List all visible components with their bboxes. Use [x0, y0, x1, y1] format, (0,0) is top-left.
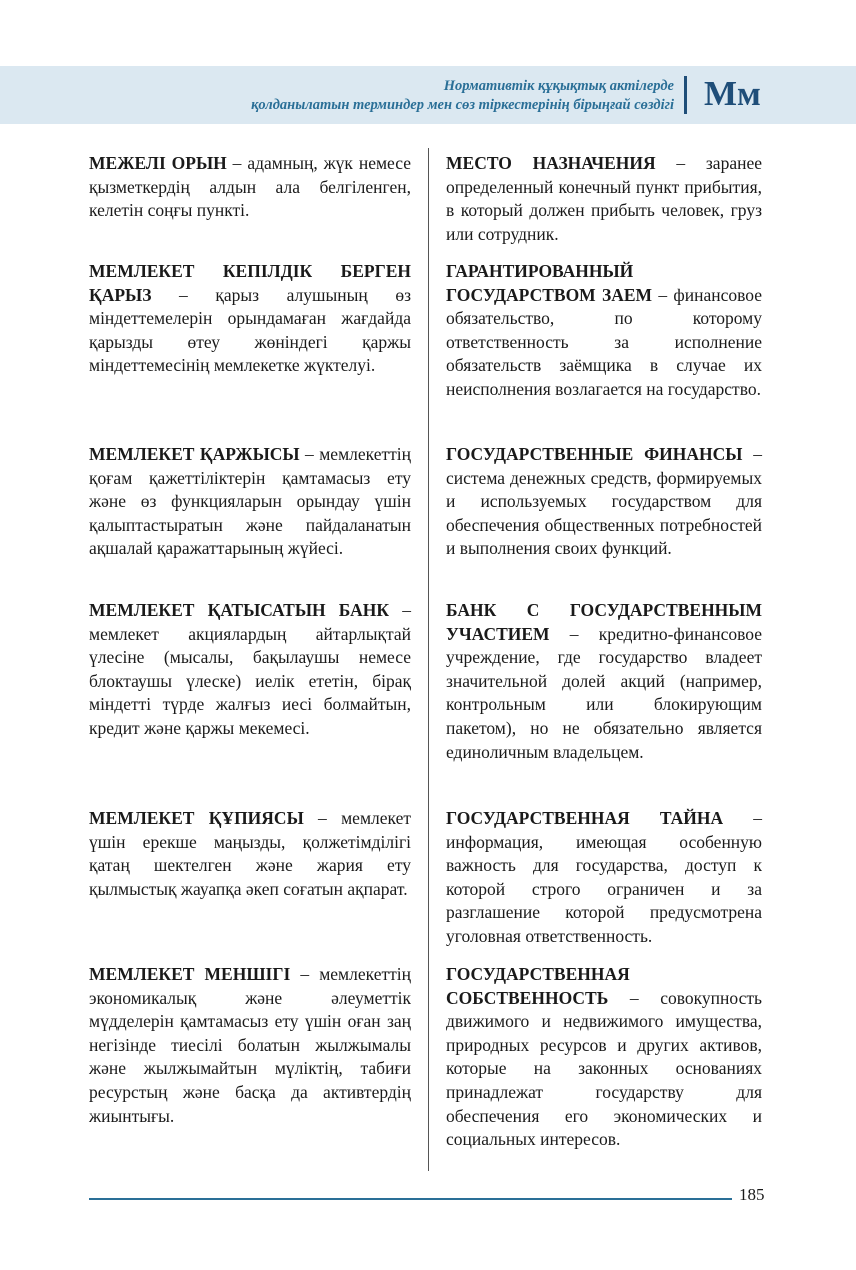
- entry-ru: [446, 599, 762, 764]
- entry-definition: – кредитно-финансовое учреждение, где государство владеет значительной долей акций (например, контрольным или блокирующим пакетом), но не обязательно является единоличным владельцем.: [446, 623, 762, 762]
- entry-definition: – мемлекеттің қоғам қажеттіліктерін қамтамасыз ету және өз функцияларын орындау үшін қалыптастыратын және пайдаланатын ақшалай қаражаттарының жүйесі.: [89, 444, 411, 559]
- entry-definition: – финансовое обязательство, по которому ответственность за исполнение обязательств заёмщика в случае их неисполнения возлагается на государство.: [446, 284, 762, 399]
- entry-ru: [446, 260, 762, 402]
- entry-kz: [89, 807, 411, 901]
- entry-ru: [446, 443, 762, 561]
- entry-term: МЕСТО НАЗНАЧЕНИЯ: [446, 153, 656, 173]
- entry-definition: – система денежных средств, формируемых и используемых государством для обеспечения общественных потребностей и выполнения своих функций.: [446, 444, 762, 559]
- entry-definition: – қарыз алушының өз міндеттемелерін орындамаған жағдайда қарызды өтеу жөніндегі қаржы міндеттемесінің мемлекетке жүктелуі.: [89, 284, 411, 376]
- entry-term: МЕЖЕЛІ ОРЫН: [89, 153, 227, 173]
- entry-definition: – совокупность движимого и недвижимого имущества, природных ресурсов и других активов, которые на законных основаниях принадлежат государству для обеспечения его экономических и социальных интересов.: [446, 987, 762, 1150]
- section-letter: Мм: [704, 74, 761, 113]
- entry-definition: – адамның, жүк немесе қызметкердің алдын ала белгіленген, келетін соңғы пункті.: [89, 153, 411, 221]
- entry-definition: – мемлекеттің экономикалық және әлеуметтік мүдделерін қамтамасыз ету үшін оған заң негізінде тиесілі болатын жылжымалы және жылжымайтын мүліктің, табиғи ресурстың және басқа да активтердің жиынтығы.: [89, 964, 411, 1126]
- entry-kz: [89, 443, 411, 561]
- entry-term: МЕМЛЕКЕТ КЕПІЛДІК БЕРГЕН ҚАРЫЗ: [89, 261, 411, 305]
- entry-term: ГАРАНТИРОВАННЫЙ ГОСУДАРСТВОМ ЗАЕМ: [446, 261, 653, 305]
- entry-definition: – мемлекет үшін ерекше маңызды, қолжетімділігі қатаң шектелген және жария ету қылмыстық жауапқа әкеп соғатын ақпарат.: [89, 808, 411, 899]
- entry-term: МЕМЛЕКЕТ ҚАРЖЫСЫ: [89, 444, 300, 464]
- page-number: 185: [739, 1185, 765, 1204]
- entry-kz: [89, 963, 411, 1128]
- entry-definition: – информация, имеющая особенную важность для государства, доступ к которой строго ограничен и за разглашение которой предусмотрена уголовная ответственность.: [446, 808, 763, 946]
- header-title-line2: қолданылатын терминдер мен сөз тіркестерінің бірыңғай сөздігі: [251, 97, 674, 113]
- entry-term: МЕМЛЕКЕТ МЕНШІГІ: [89, 964, 291, 984]
- running-header: [251, 77, 674, 115]
- entry-ru: [446, 152, 762, 246]
- entry-ru: [446, 807, 762, 949]
- entry-kz: [89, 260, 411, 378]
- entry-term: ГОСУДАРСТВЕННАЯ ТАЙНА: [446, 808, 724, 828]
- entry-definition: – заранее определенный конечный пункт прибытия, в который должен прибыть человек, груз или сотрудник.: [446, 153, 762, 244]
- entry-kz: [89, 599, 411, 741]
- column-divider: [428, 148, 429, 1171]
- entry-term: МЕМЛЕКЕТ ҚҰПИЯСЫ: [89, 808, 304, 828]
- header-separator: [684, 76, 687, 114]
- entry-term: ГОСУДАРСТВЕННЫЕ ФИНАНСЫ: [446, 444, 743, 464]
- entry-definition: – мемлекет акциялардың айтарлықтай үлесіне (мысалы, бақылаушы немесе блоктаушы үлеске) иелік ететін, бірақ міндетті түрде жалғыз иесі болмайтын, кредит және қаржы мекемесі.: [89, 600, 412, 738]
- header-title-line1: Нормативтік құқықтық актілерде: [443, 78, 674, 94]
- entry-term: МЕМЛЕКЕТ ҚАТЫСАТЫН БАНК: [89, 600, 390, 620]
- entry-term: БАНК С ГОСУДАРСТВЕННЫМ УЧАСТИЕМ: [446, 600, 762, 644]
- entry-term: ГОСУДАРСТВЕННАЯ СОБСТВЕННОСТЬ: [446, 964, 630, 1008]
- entry-kz: [89, 152, 411, 223]
- entry-ru: [446, 963, 762, 1152]
- footer-rule: [89, 1198, 732, 1200]
